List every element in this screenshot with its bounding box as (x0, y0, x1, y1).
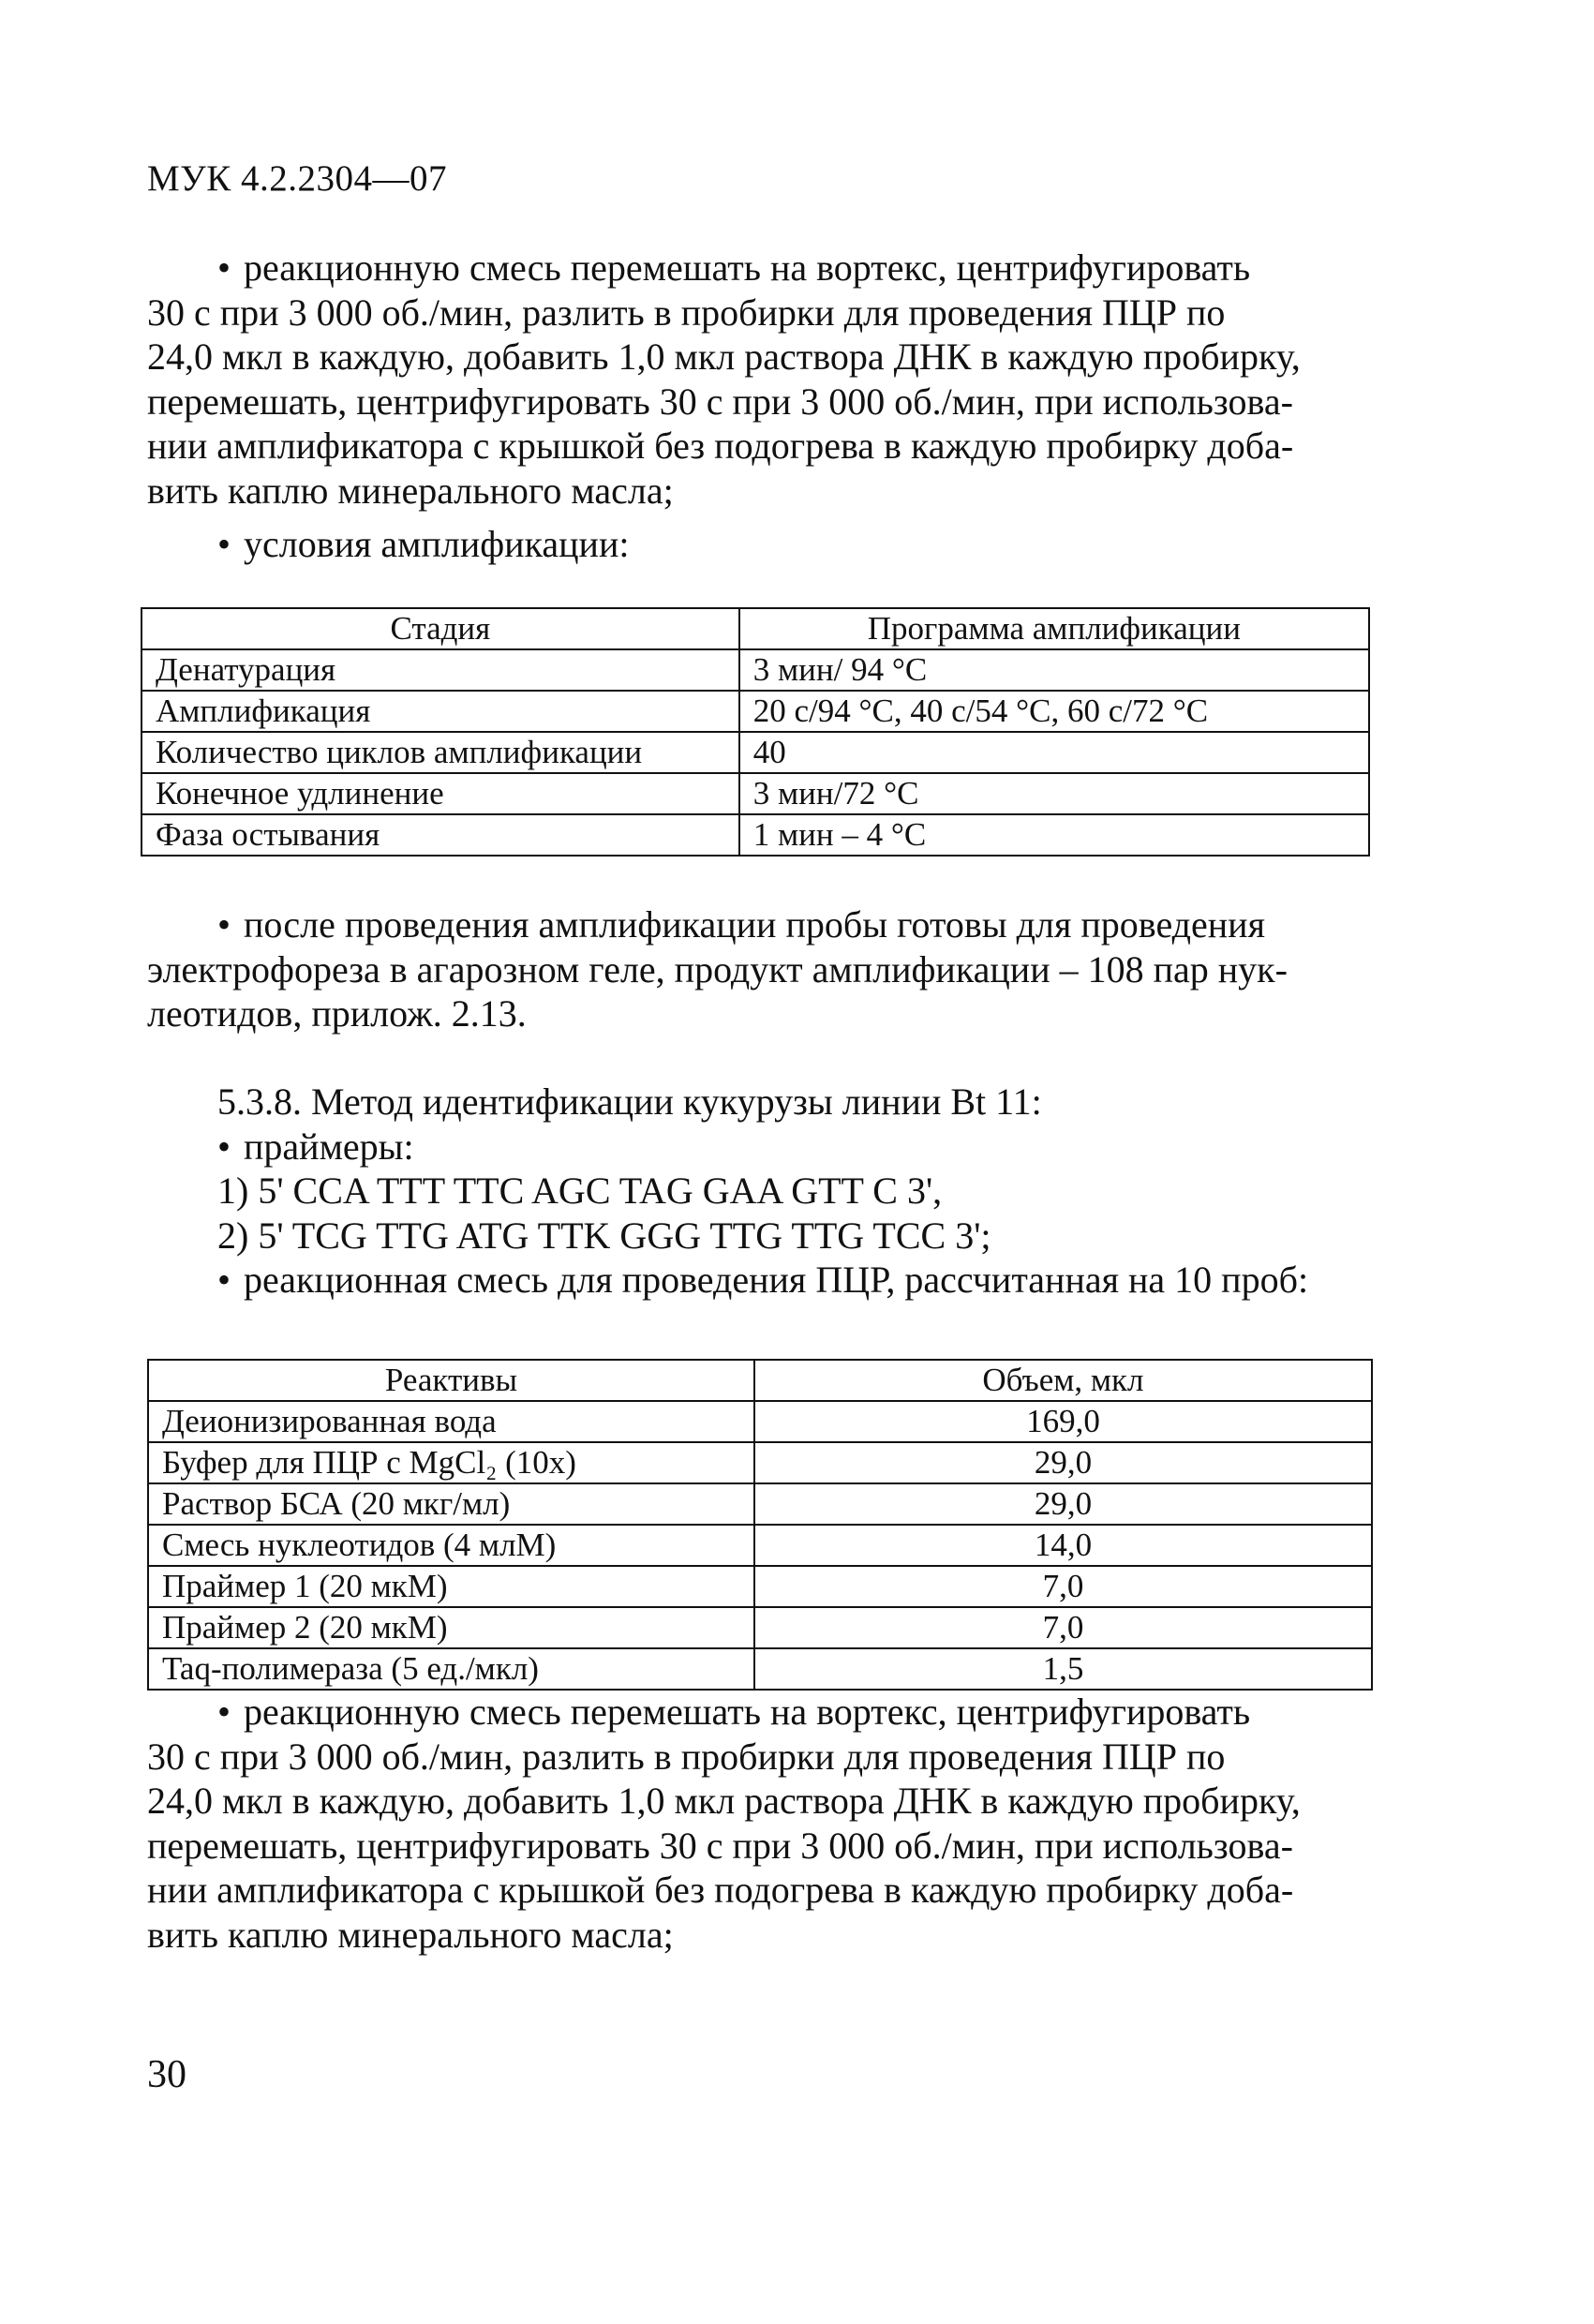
table-cell: Буфер для ПЦР с MgCl₂ (10х) (148, 1442, 754, 1483)
section-heading: 5.3.8. Метод идентификации кукурузы линии Bt 11: (217, 1080, 1042, 1123)
reaction-mix-label: • реакционная смесь для проведения ПЦР, рассчитанная на 10 проб: (217, 1259, 1309, 1301)
table-cell: 1 мин – 4 °С (739, 814, 1369, 856)
table-cell: Taq-полимераза (5 ед./мкл) (148, 1648, 754, 1690)
table-cell: 7,0 (754, 1566, 1372, 1607)
table-cell: Фаза остывания (142, 814, 739, 856)
bullet-icon: • (217, 903, 231, 946)
reagents-table (147, 1359, 1373, 1691)
paragraph1-line4: перемешать, центрифугировать 30 с при 3 000 об./мин, при использова- (147, 380, 1293, 423)
paragraph1-line2: 30 с при 3 000 об./мин, разлить в пробирки для проведения ПЦР по (147, 291, 1226, 334)
table-cell: Смесь нуклеотидов (4 млМ) (148, 1525, 754, 1566)
table-cell: Денатурация (142, 649, 739, 691)
table-cell: 169,0 (754, 1401, 1372, 1442)
paragraph2-line1: • после проведения амплификации пробы готовы для проведения (217, 903, 1265, 946)
table-cell: 3 мин/72 °С (739, 773, 1369, 814)
table-row (148, 1607, 1372, 1648)
paragraph3-line1: • реакционную смесь перемешать на вортекс, центрифугировать (217, 1691, 1251, 1733)
paragraph3-line2: 30 с при 3 000 об./мин, разлить в пробирки для проведения ПЦР по (147, 1736, 1226, 1778)
table-cell: Количество циклов амплификации (142, 732, 739, 773)
table-cell: Праймер 2 (20 мкМ) (148, 1607, 754, 1648)
table-row (142, 732, 1369, 773)
table-cell: 29,0 (754, 1483, 1372, 1525)
amplification-program-table (141, 607, 1370, 857)
table-row (148, 1401, 1372, 1442)
table-row (148, 1648, 1372, 1690)
primer-1: 1) 5' CCA TTT TTC AGC TAG GAA GTT C 3', (217, 1169, 943, 1212)
table-header-row (148, 1360, 1372, 1401)
amplification-conditions-label: • условия амплификации: (217, 523, 630, 565)
document-header: МУК 4.2.2304—07 (147, 158, 448, 199)
table-cell: 20 с/94 °С, 40 с/54 °С, 60 с/72 °С (739, 691, 1369, 732)
table-cell: Деионизированная вода (148, 1401, 754, 1442)
table-cell: 14,0 (754, 1525, 1372, 1566)
primers-label: • праймеры: (217, 1125, 414, 1168)
paragraph1-line6: вить каплю минерального масла; (147, 469, 674, 512)
table-header-cell: Стадия (142, 608, 739, 649)
bullet-icon: • (217, 1125, 231, 1168)
table-row (148, 1525, 1372, 1566)
table-row (148, 1442, 1372, 1483)
bullet-icon: • (217, 1259, 231, 1301)
paragraph1-line1: • реакционную смесь перемешать на вортекс, центрифугировать (217, 246, 1251, 289)
table-row (142, 773, 1369, 814)
paragraph3-line6: вить каплю минерального масла; (147, 1914, 674, 1956)
table-cell: 40 (739, 732, 1369, 773)
bullet-icon: • (217, 246, 231, 289)
table-row (148, 1483, 1372, 1525)
table-row (142, 649, 1369, 691)
table-cell: Конечное удлинение (142, 773, 739, 814)
paragraph1-line5: нии амплификатора с крышкой без подогрева в каждую пробирку доба- (147, 425, 1294, 467)
bullet-icon: • (217, 1691, 231, 1733)
table-cell: Раствор БСА (20 мкг/мл) (148, 1483, 754, 1525)
bullet-icon: • (217, 523, 231, 565)
table-row (142, 814, 1369, 856)
paragraph1-line3: 24,0 мкл в каждую, добавить 1,0 мкл раствора ДНК в каждую пробирку, (147, 335, 1301, 378)
table-header-cell: Программа амплификации (739, 608, 1369, 649)
table-cell: 1,5 (754, 1648, 1372, 1690)
paragraph3-line4: перемешать, центрифугировать 30 с при 3 000 об./мин, при использова- (147, 1825, 1293, 1867)
paragraph3-line3: 24,0 мкл в каждую, добавить 1,0 мкл раствора ДНК в каждую пробирку, (147, 1780, 1301, 1822)
table-cell: 7,0 (754, 1607, 1372, 1648)
table-cell: 29,0 (754, 1442, 1372, 1483)
table-row (148, 1566, 1372, 1607)
table-header-cell: Реактивы (148, 1360, 754, 1401)
table-row (142, 691, 1369, 732)
table-header-cell: Объем, мкл (754, 1360, 1372, 1401)
table-cell: Амплификация (142, 691, 739, 732)
primer-2: 2) 5' TCG TTG ATG TTK GGG TTG TTG TCC 3'; (217, 1214, 991, 1257)
table-header-row (142, 608, 1369, 649)
table-cell: 3 мин/ 94 °С (739, 649, 1369, 691)
paragraph2-line2: электрофореза в агарозном геле, продукт амплификации – 108 пар нук- (147, 948, 1288, 991)
page-number: 30 (147, 2053, 186, 2096)
paragraph3-line5: нии амплификатора с крышкой без подогрева в каждую пробирку доба- (147, 1869, 1294, 1911)
paragraph2-line3: леотидов, прилож. 2.13. (147, 992, 527, 1035)
table-cell: Праймер 1 (20 мкМ) (148, 1566, 754, 1607)
